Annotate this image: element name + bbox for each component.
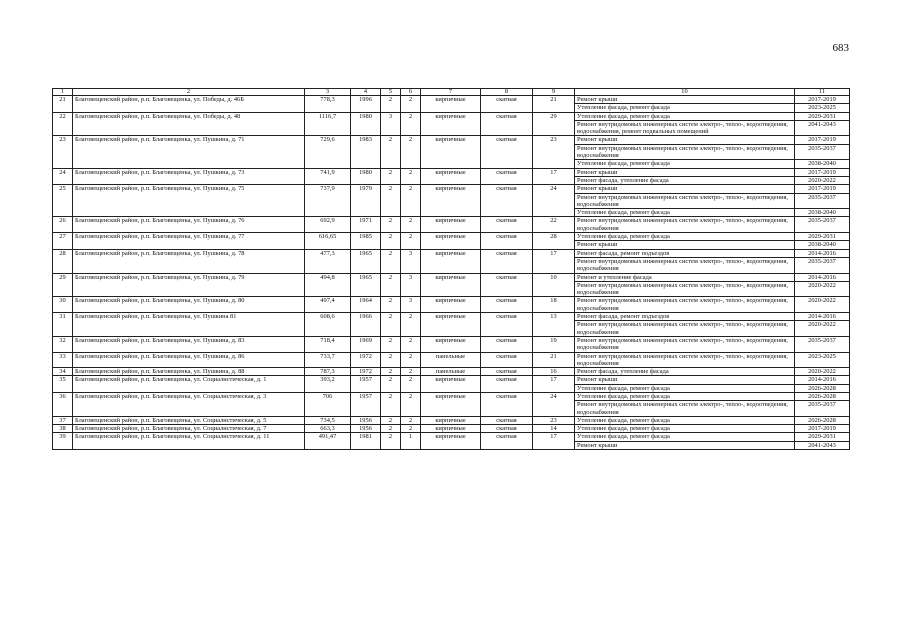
housing-register-table xyxy=(52,88,850,450)
apartments-cell: 19 xyxy=(533,336,575,352)
year-cell: 1996 xyxy=(351,96,381,113)
work-period-cell: 2020-2022 xyxy=(795,368,850,376)
walls-cell: кирпичные xyxy=(421,433,481,450)
entrances-cell: 3 xyxy=(401,297,421,313)
year-cell: 1966 xyxy=(351,313,381,337)
apartments-cell: 14 xyxy=(533,425,575,433)
area-cell: 393,2 xyxy=(305,376,351,393)
roof-cell: скатная xyxy=(481,416,533,424)
work-period-cell: 2026-2028 xyxy=(795,384,850,392)
table-row xyxy=(53,217,850,233)
row-number: 31 xyxy=(53,313,73,337)
apartments-cell: 16 xyxy=(533,368,575,376)
roof-cell: скатная xyxy=(481,313,533,337)
work-period-cell: 2020-2022 xyxy=(795,297,850,313)
table-row xyxy=(53,136,850,144)
row-number: 36 xyxy=(53,392,73,416)
column-header: 2 xyxy=(73,89,305,96)
work-period-cell: 2038-2040 xyxy=(795,241,850,249)
row-number: 23 xyxy=(53,136,73,168)
address-cell: Благовещенский район, р.п. Благовещенка, ул. Пушкина, д. 79 xyxy=(73,273,305,297)
row-number: 26 xyxy=(53,217,73,233)
work-type-cell: Утепление фасада, ремонт фасада xyxy=(575,416,795,424)
apartments-cell: 24 xyxy=(533,392,575,416)
area-cell: 1116,7 xyxy=(305,112,351,136)
work-period-cell: 2026-2028 xyxy=(795,416,850,424)
work-type-cell: Ремонт крыши xyxy=(575,96,795,104)
address-cell: Благовещенский район, р.п. Благовещенка, ул. Пушкина, д. 76 xyxy=(73,217,305,233)
area-cell: 741,9 xyxy=(305,168,351,185)
work-period-cell: 2017-2019 xyxy=(795,185,850,193)
year-cell: 1956 xyxy=(351,416,381,424)
table-row xyxy=(53,392,850,400)
entrances-cell: 3 xyxy=(401,273,421,297)
work-period-cell: 2020-2022 xyxy=(795,176,850,184)
apartments-cell: 23 xyxy=(533,136,575,168)
column-header: 3 xyxy=(305,89,351,96)
work-type-cell: Ремонт крыши xyxy=(575,376,795,384)
roof-cell: скатная xyxy=(481,112,533,136)
work-period-cell: 2020-2022 xyxy=(795,321,850,337)
work-type-cell: Ремонт внутридомовых инженерных систем электро-, тепло-, водоотведения, водоснабжения xyxy=(575,321,795,337)
roof-cell: скатная xyxy=(481,336,533,352)
work-type-cell: Утепление фасада, ремонт фасада xyxy=(575,112,795,120)
work-period-cell: 2035-2037 xyxy=(795,193,850,209)
page-number: 683 xyxy=(832,42,849,54)
roof-cell: скатная xyxy=(481,136,533,168)
row-number: 33 xyxy=(53,352,73,368)
work-type-cell: Ремонт внутридомовых инженерных систем электро-, тепло-, водоотведения, водоснабжения xyxy=(575,281,795,297)
floors-cell: 2 xyxy=(381,249,401,273)
work-period-cell: 2026-2028 xyxy=(795,392,850,400)
work-type-cell: Ремонт внутридомовых инженерных систем электро-, тепло-, водоотведения, водоснабжения, ремонт подвальных помещений xyxy=(575,120,795,136)
floors-cell: 2 xyxy=(381,96,401,113)
column-header: 8 xyxy=(481,89,533,96)
year-cell: 1972 xyxy=(351,368,381,376)
work-type-cell: Ремонт и утепление фасада xyxy=(575,273,795,281)
column-header: 7 xyxy=(421,89,481,96)
table-row xyxy=(53,273,850,281)
entrances-cell: 2 xyxy=(401,313,421,337)
work-type-cell: Ремонт крыши xyxy=(575,441,795,449)
entrances-cell: 2 xyxy=(401,368,421,376)
address-cell: Благовещенский район, р.п. Благовещенка, ул. Социалистическая, д. 1 xyxy=(73,376,305,393)
work-period-cell: 2020-2022 xyxy=(795,281,850,297)
roof-cell: скатная xyxy=(481,297,533,313)
address-cell: Благовещенский район, р.п. Благовещенка, ул. Пушкина, д. 80 xyxy=(73,297,305,313)
area-cell: 734,5 xyxy=(305,416,351,424)
work-period-cell: 2014-2016 xyxy=(795,273,850,281)
apartments-cell: 17 xyxy=(533,433,575,450)
area-cell: 733,7 xyxy=(305,352,351,368)
table-row xyxy=(53,168,850,176)
work-type-cell: Ремонт внутридомовых инженерных систем электро-, тепло-, водоотведения, водоснабжения xyxy=(575,336,795,352)
year-cell: 1956 xyxy=(351,425,381,433)
apartments-cell: 18 xyxy=(533,297,575,313)
work-type-cell: Утепление фасада, ремонт фасада xyxy=(575,425,795,433)
year-cell: 1965 xyxy=(351,273,381,297)
address-cell: Благовещенский район, р.п. Благовещенка, ул. Пушкина, д. 73 xyxy=(73,168,305,185)
floors-cell: 3 xyxy=(381,112,401,136)
table-row xyxy=(53,249,850,257)
year-cell: 1979 xyxy=(351,185,381,217)
address-cell: Благовещенский район, р.п. Благовещенка, ул. Пушкина 81 xyxy=(73,313,305,337)
work-type-cell: Ремонт внутридомовых инженерных систем электро-, тепло-, водоотведения, водоснабжения xyxy=(575,297,795,313)
table-body xyxy=(53,89,850,450)
table-row xyxy=(53,376,850,384)
area-cell: 497,4 xyxy=(305,297,351,313)
address-cell: Благовещенский район, р.п. Благовещенка, ул. Социалистическая, д. 11 xyxy=(73,433,305,450)
area-cell: 663,3 xyxy=(305,425,351,433)
roof-cell: скатная xyxy=(481,96,533,113)
year-cell: 1985 xyxy=(351,233,381,250)
year-cell: 1969 xyxy=(351,336,381,352)
area-cell: 616,65 xyxy=(305,233,351,250)
entrances-cell: 2 xyxy=(401,352,421,368)
row-number: 25 xyxy=(53,185,73,217)
work-type-cell: Утепление фасада, ремонт фасада xyxy=(575,392,795,400)
address-cell: Благовещенский район, р.п. Благовещенка, ул. Социалистическая, д. 3 xyxy=(73,392,305,416)
row-number: 24 xyxy=(53,168,73,185)
entrances-cell: 2 xyxy=(401,392,421,416)
work-period-cell: 2029-2031 xyxy=(795,233,850,241)
work-period-cell: 2041-2043 xyxy=(795,441,850,449)
work-type-cell: Ремонт фасада, ремонт подъездов xyxy=(575,313,795,321)
area-cell: 706 xyxy=(305,392,351,416)
work-period-cell: 2038-2040 xyxy=(795,160,850,168)
column-header: 4 xyxy=(351,89,381,96)
floors-cell: 2 xyxy=(381,425,401,433)
entrances-cell: 2 xyxy=(401,217,421,233)
walls-cell: кирпичные xyxy=(421,273,481,297)
work-period-cell: 2041-2043 xyxy=(795,120,850,136)
work-type-cell: Ремонт крыши xyxy=(575,136,795,144)
walls-cell: кирпичные xyxy=(421,168,481,185)
apartments-cell: 29 xyxy=(533,112,575,136)
work-period-cell: 2035-2037 xyxy=(795,144,850,160)
year-cell: 1981 xyxy=(351,433,381,450)
table-row xyxy=(53,313,850,321)
work-type-cell: Ремонт внутридомовых инженерных систем электро-, тепло-, водоотведения, водоснабжения xyxy=(575,257,795,273)
work-type-cell: Ремонт внутридомовых инженерных систем электро-, тепло-, водоотведения, водоснабжения xyxy=(575,217,795,233)
work-type-cell: Утепление фасада, ремонт фасада xyxy=(575,160,795,168)
row-number: 35 xyxy=(53,376,73,393)
work-type-cell: Утепление фасада, ремонт фасада xyxy=(575,104,795,112)
work-period-cell: 2017-2019 xyxy=(795,425,850,433)
roof-cell: скатная xyxy=(481,217,533,233)
row-number: 30 xyxy=(53,297,73,313)
roof-cell: скатная xyxy=(481,185,533,217)
entrances-cell: 3 xyxy=(401,249,421,273)
apartments-cell: 17 xyxy=(533,376,575,393)
year-cell: 1965 xyxy=(351,249,381,273)
area-cell: 692,9 xyxy=(305,217,351,233)
work-period-cell: 2035-2037 xyxy=(795,336,850,352)
work-period-cell: 2014-2016 xyxy=(795,376,850,384)
work-period-cell: 2017-2019 xyxy=(795,136,850,144)
work-type-cell: Ремонт крыши xyxy=(575,241,795,249)
work-period-cell: 2017-2019 xyxy=(795,168,850,176)
floors-cell: 2 xyxy=(381,136,401,168)
column-header: 11 xyxy=(795,89,850,96)
work-type-cell: Ремонт фасада, утепление фасада xyxy=(575,176,795,184)
row-number: 34 xyxy=(53,368,73,376)
column-header: 9 xyxy=(533,89,575,96)
entrances-cell: 2 xyxy=(401,112,421,136)
apartments-cell: 21 xyxy=(533,352,575,368)
work-type-cell: Ремонт крыши xyxy=(575,185,795,193)
roof-cell: скатная xyxy=(481,249,533,273)
floors-cell: 2 xyxy=(381,336,401,352)
table-row xyxy=(53,233,850,241)
address-cell: Благовещенский район, р.п. Благовещенка, ул. Социалистическая, д. 5 xyxy=(73,416,305,424)
area-cell: 494,8 xyxy=(305,273,351,297)
area-cell: 608,6 xyxy=(305,313,351,337)
year-cell: 1957 xyxy=(351,392,381,416)
row-number: 37 xyxy=(53,416,73,424)
roof-cell: скатная xyxy=(481,368,533,376)
roof-cell: скатная xyxy=(481,425,533,433)
table-row xyxy=(53,368,850,376)
walls-cell: кирпичные xyxy=(421,233,481,250)
roof-cell: скатная xyxy=(481,168,533,185)
area-cell: 718,4 xyxy=(305,336,351,352)
column-header: 10 xyxy=(575,89,795,96)
apartments-cell: 22 xyxy=(533,217,575,233)
entrances-cell: 2 xyxy=(401,336,421,352)
walls-cell: кирпичные xyxy=(421,297,481,313)
floors-cell: 2 xyxy=(381,433,401,450)
work-type-cell: Ремонт крыши xyxy=(575,168,795,176)
walls-cell: кирпичные xyxy=(421,376,481,393)
column-header: 5 xyxy=(381,89,401,96)
table-row xyxy=(53,185,850,193)
walls-cell: кирпичные xyxy=(421,185,481,217)
work-type-cell: Ремонт внутридомовых инженерных систем электро-, тепло-, водоотведения, водоснабжения xyxy=(575,401,795,417)
apartments-cell: 23 xyxy=(533,416,575,424)
table-row xyxy=(53,425,850,433)
work-period-cell: 2029-2031 xyxy=(795,433,850,441)
table-row xyxy=(53,112,850,120)
work-type-cell: Утепление фасада, ремонт фасада xyxy=(575,233,795,241)
walls-cell: кирпичные xyxy=(421,217,481,233)
apartments-cell: 13 xyxy=(533,313,575,337)
floors-cell: 2 xyxy=(381,416,401,424)
address-cell: Благовещенский район, р.п. Благовещенка, ул. Пушкина, д. 83 xyxy=(73,336,305,352)
row-number: 28 xyxy=(53,249,73,273)
table-row xyxy=(53,336,850,352)
apartments-cell: 10 xyxy=(533,273,575,297)
floors-cell: 2 xyxy=(381,352,401,368)
work-type-cell: Ремонт фасада, утепление фасада xyxy=(575,368,795,376)
area-cell: 787,3 xyxy=(305,368,351,376)
work-type-cell: Ремонт внутридомовых инженерных систем электро-, тепло-, водоотведения, водоснабжения xyxy=(575,352,795,368)
floors-cell: 2 xyxy=(381,217,401,233)
apartments-cell: 17 xyxy=(533,249,575,273)
work-period-cell: 2014-2016 xyxy=(795,249,850,257)
work-type-cell: Ремонт внутридомовых инженерных систем электро-, тепло-, водоотведения, водоснабжения xyxy=(575,144,795,160)
address-cell: Благовещенский район, р.п. Благовещенка, ул. Пушкина, д. 78 xyxy=(73,249,305,273)
work-period-cell: 2023-2025 xyxy=(795,104,850,112)
row-number: 32 xyxy=(53,336,73,352)
apartments-cell: 21 xyxy=(533,96,575,113)
apartments-cell: 24 xyxy=(533,185,575,217)
area-cell: 778,3 xyxy=(305,96,351,113)
floors-cell: 2 xyxy=(381,273,401,297)
work-period-cell: 2035-2037 xyxy=(795,257,850,273)
work-period-cell: 2014-2016 xyxy=(795,313,850,321)
column-number-row xyxy=(53,89,850,96)
work-period-cell: 2023-2025 xyxy=(795,352,850,368)
entrances-cell: 2 xyxy=(401,168,421,185)
year-cell: 1980 xyxy=(351,112,381,136)
address-cell: Благовещенский район, р.п. Благовещенка, ул. Пушкина, д. 75 xyxy=(73,185,305,217)
walls-cell: кирпичные xyxy=(421,336,481,352)
floors-cell: 2 xyxy=(381,168,401,185)
address-cell: Благовещенский район, р.п. Благовещенка, ул. Пушкина, д. 88 xyxy=(73,368,305,376)
row-number: 39 xyxy=(53,433,73,450)
column-header: 1 xyxy=(53,89,73,96)
address-cell: Благовещенский район, р.п. Благовещенка, ул. Пушкина, д. 77 xyxy=(73,233,305,250)
walls-cell: кирпичные xyxy=(421,249,481,273)
address-cell: Благовещенский район, р.п. Благовещенка, ул. Пушкина, д. 86 xyxy=(73,352,305,368)
entrances-cell: 2 xyxy=(401,185,421,217)
walls-cell: кирпичные xyxy=(421,136,481,168)
apartments-cell: 28 xyxy=(533,233,575,250)
walls-cell: кирпичные xyxy=(421,416,481,424)
table-row xyxy=(53,433,850,441)
entrances-cell: 2 xyxy=(401,416,421,424)
area-cell: 477,3 xyxy=(305,249,351,273)
walls-cell: панельные xyxy=(421,352,481,368)
walls-cell: кирпичные xyxy=(421,313,481,337)
address-cell: Благовещенский район, р.п. Благовещенка, ул. Пушкина, д. 71 xyxy=(73,136,305,168)
floors-cell: 2 xyxy=(381,313,401,337)
entrances-cell: 1 xyxy=(401,433,421,450)
work-period-cell: 2038-2040 xyxy=(795,209,850,217)
roof-cell: скатная xyxy=(481,376,533,393)
roof-cell: скатная xyxy=(481,392,533,416)
year-cell: 1964 xyxy=(351,297,381,313)
apartments-cell: 17 xyxy=(533,168,575,185)
year-cell: 1972 xyxy=(351,352,381,368)
entrances-cell: 2 xyxy=(401,136,421,168)
address-cell: Благовещенский район, р.п. Благовещенка, ул. Социалистическая, д. 7 xyxy=(73,425,305,433)
roof-cell: скатная xyxy=(481,433,533,450)
work-type-cell: Утепление фасада, ремонт фасада xyxy=(575,384,795,392)
row-number: 29 xyxy=(53,273,73,297)
entrances-cell: 2 xyxy=(401,233,421,250)
floors-cell: 2 xyxy=(381,392,401,416)
work-type-cell: Утепление фасада, ремонт фасада xyxy=(575,209,795,217)
floors-cell: 2 xyxy=(381,376,401,393)
year-cell: 1980 xyxy=(351,168,381,185)
work-period-cell: 2029-2031 xyxy=(795,112,850,120)
walls-cell: кирпичные xyxy=(421,425,481,433)
address-cell: Благовещенский район, р.п. Благовещенка, ул. Победы, д. 48 xyxy=(73,112,305,136)
table-row xyxy=(53,352,850,368)
year-cell: 1971 xyxy=(351,217,381,233)
roof-cell: скатная xyxy=(481,352,533,368)
floors-cell: 2 xyxy=(381,368,401,376)
area-cell: 737,9 xyxy=(305,185,351,217)
walls-cell: кирпичные xyxy=(421,96,481,113)
row-number: 27 xyxy=(53,233,73,250)
floors-cell: 2 xyxy=(381,233,401,250)
table-row xyxy=(53,297,850,313)
column-header: 6 xyxy=(401,89,421,96)
work-type-cell: Ремонт фасада, ремонт подъездов xyxy=(575,249,795,257)
work-period-cell: 2017-2019 xyxy=(795,96,850,104)
year-cell: 1957 xyxy=(351,376,381,393)
floors-cell: 2 xyxy=(381,297,401,313)
row-number: 38 xyxy=(53,425,73,433)
work-period-cell: 2035-2037 xyxy=(795,217,850,233)
walls-cell: панельные xyxy=(421,368,481,376)
address-cell: Благовещенский район, р.п. Благовещенка, ул. Победы, д. 46Б xyxy=(73,96,305,113)
table-row xyxy=(53,416,850,424)
entrances-cell: 2 xyxy=(401,376,421,393)
work-type-cell: Ремонт внутридомовых инженерных систем электро-, тепло-, водоотведения, водоснабжения xyxy=(575,193,795,209)
area-cell: 491,47 xyxy=(305,433,351,450)
table-row xyxy=(53,96,850,104)
year-cell: 1983 xyxy=(351,136,381,168)
entrances-cell: 2 xyxy=(401,425,421,433)
floors-cell: 2 xyxy=(381,185,401,217)
walls-cell: кирпичные xyxy=(421,112,481,136)
roof-cell: скатная xyxy=(481,273,533,297)
work-type-cell: Утепление фасада, ремонт фасада xyxy=(575,433,795,441)
area-cell: 729,6 xyxy=(305,136,351,168)
entrances-cell: 2 xyxy=(401,96,421,113)
walls-cell: кирпичные xyxy=(421,392,481,416)
roof-cell: скатная xyxy=(481,233,533,250)
row-number: 21 xyxy=(53,96,73,113)
row-number: 22 xyxy=(53,112,73,136)
work-period-cell: 2035-2037 xyxy=(795,401,850,417)
